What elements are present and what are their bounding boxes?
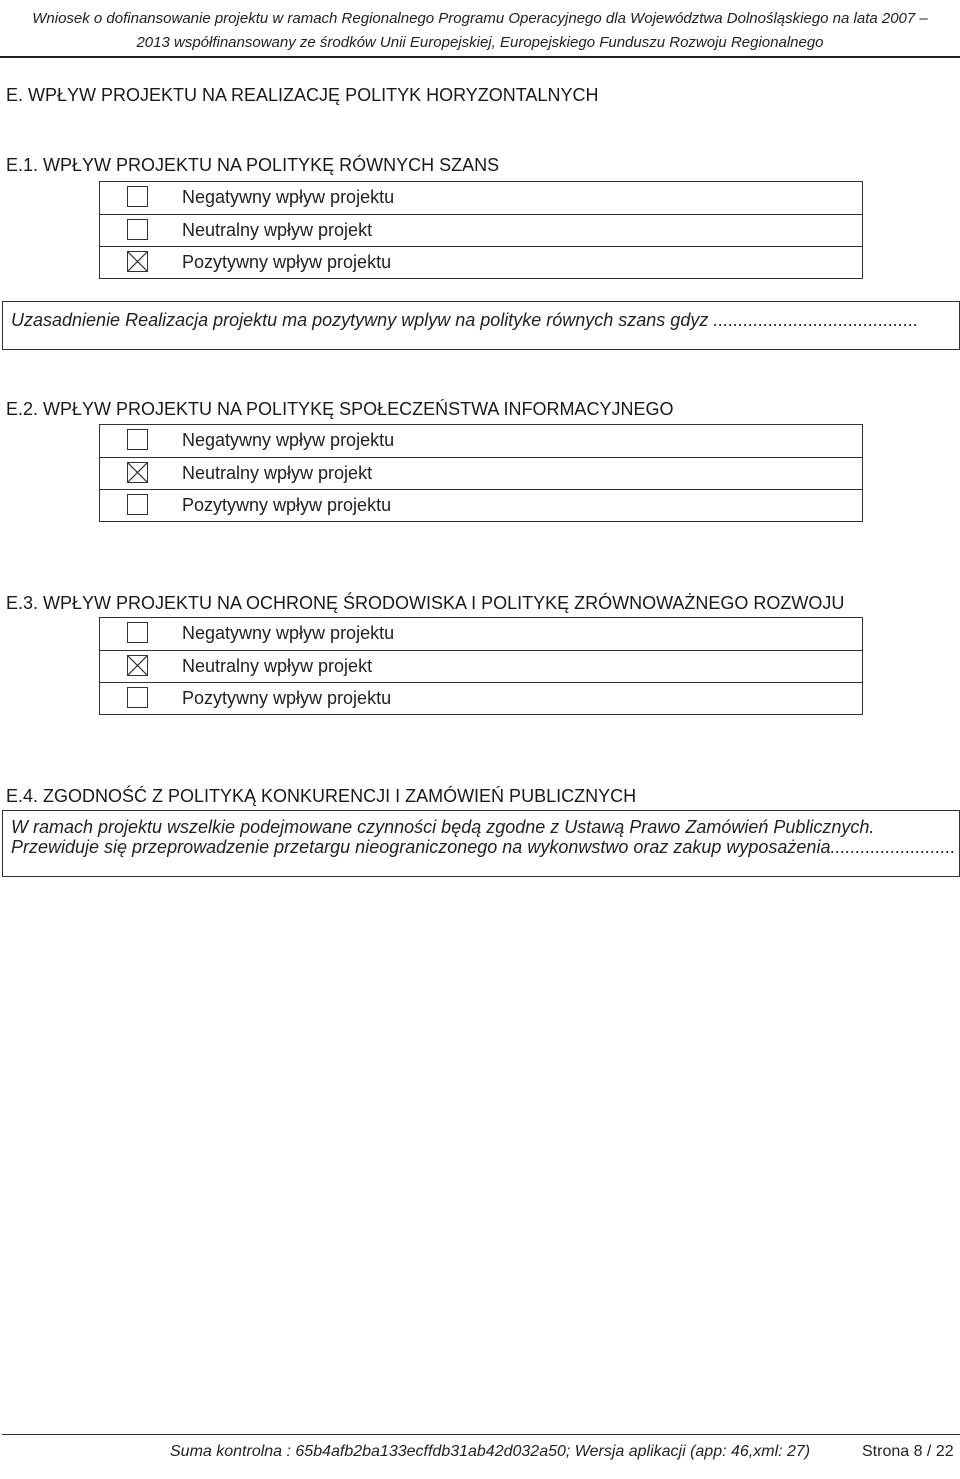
section-e3-title: E.3. WPŁYW PROJEKTU NA OCHRONĘ ŚRODOWISKA I POLITYKĘ ZRÓWNOWAŻNEGO ROZWOJU (6, 593, 845, 613)
checkbox[interactable] (127, 251, 148, 272)
option-row (100, 618, 862, 650)
main-title: E. WPŁYW PROJEKTU NA REALIZACJĘ POLITYK HORYZONTALNYCH (6, 85, 599, 105)
option-label: Pozytywny wpływ projektu (182, 688, 392, 708)
option-row (100, 489, 862, 523)
footer-checksum: Suma kontrolna : 65b4afb2ba133ecffdb31ab42d032a50; Wersja aplikacji (app: 46,xml: 27) (170, 1443, 811, 1460)
procurement-box (2, 810, 960, 877)
check-cross-icon (128, 463, 147, 482)
section-e1-title: E.1. WPŁYW PROJEKTU NA POLITYKĘ RÓWNYCH SZANS (6, 155, 500, 175)
option-row (100, 650, 862, 683)
option-row (100, 425, 862, 457)
checkbox[interactable] (127, 622, 148, 643)
justification-box (2, 301, 960, 350)
header-line-2: 2013 współfinansowany ze środków Unii Europejskiej, Europejskiego Funduszu Rozwoju Regionalnego (136, 34, 824, 51)
checkbox[interactable] (127, 494, 148, 515)
option-label: Negatywny wpływ projektu (182, 187, 395, 207)
option-label: Pozytywny wpływ projektu (182, 495, 392, 515)
option-row (100, 246, 862, 280)
checkbox[interactable] (127, 429, 148, 450)
option-label: Pozytywny wpływ projektu (182, 252, 392, 272)
checkbox[interactable] (127, 687, 148, 708)
page-header (0, 0, 960, 58)
section-e1-options (99, 181, 863, 279)
justification-text: Uzasadnienie Realizacja projektu ma pozytywny wplyw na polityke równych szans gdyz ......................................... (11, 310, 919, 330)
option-row (100, 182, 862, 214)
option-label: Negatywny wpływ projektu (182, 623, 395, 643)
section-e3-options (99, 617, 863, 715)
option-label: Negatywny wpływ projektu (182, 430, 395, 450)
check-cross-icon (128, 252, 147, 271)
option-label: Neutralny wpływ projekt (182, 463, 373, 483)
option-label: Neutralny wpływ projekt (182, 656, 373, 676)
footer-divider (2, 1434, 960, 1435)
checkbox[interactable] (127, 219, 148, 240)
checkbox[interactable] (127, 655, 148, 676)
checkbox[interactable] (127, 186, 148, 207)
section-e2-title: E.2. WPŁYW PROJEKTU NA POLITYKĘ SPOŁECZEŃSTWA INFORMACYJNEGO (6, 399, 674, 419)
option-row (100, 214, 862, 247)
footer-page-number: Strona 8 / 22 (862, 1443, 954, 1460)
option-label: Neutralny wpływ projekt (182, 220, 373, 240)
option-row (100, 457, 862, 490)
option-row (100, 682, 862, 716)
check-cross-icon (128, 656, 147, 675)
checkbox[interactable] (127, 462, 148, 483)
procurement-text: W ramach projektu wszelkie podejmowane czynności będą zgodne z Ustawą Prawo Zamówień Publicznych. Przewiduje się przeprowadzenie przetargu nieograniczonego na wykonwstwo oraz zakup wyposażenia......................... (11, 817, 956, 857)
section-e4-title: E.4. ZGODNOŚĆ Z POLITYKĄ KONKURENCJI I ZAMÓWIEŃ PUBLICZNYCH (6, 786, 637, 806)
header-line-1: Wniosek o dofinansowanie projektu w ramach Regionalnego Programu Operacyjnego dla Województwa Dolnośląskiego na lata 2007 – (32, 10, 928, 27)
section-e2-options (99, 424, 863, 522)
